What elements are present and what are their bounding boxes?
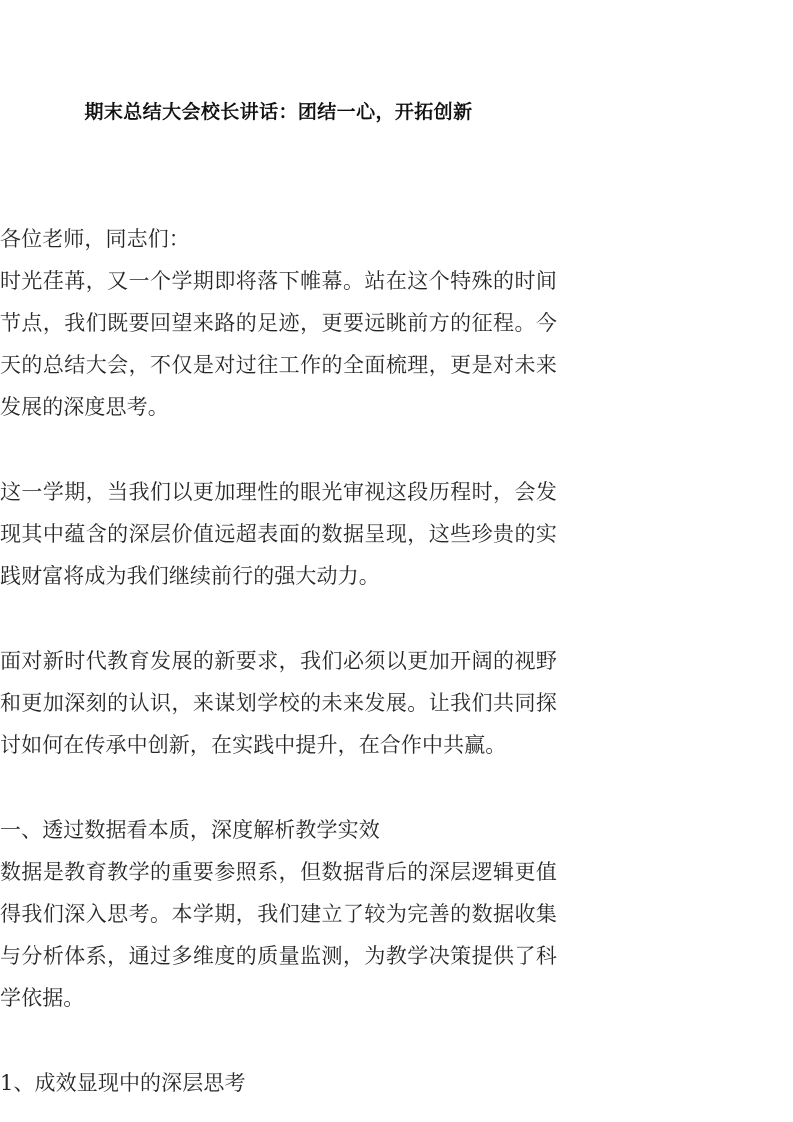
paragraph-spacer [0,766,557,809]
paragraph-new-era: 面对新时代教育发展的新要求，我们必须以更加开阔的视野和更加深刻的认识，来谋划学校的未来发展。让我们共同探讨如何在传承中创新，在实践中提升，在合作中共赢。 [0,649,557,757]
document-body [0,218,557,1104]
subsection-heading-one-one: 1、成效显现中的深层思考 [0,1071,246,1095]
paragraph-section-one-body: 数据是教育教学的重要参照系，但数据背后的深层逻辑更值得我们深入思考。本学期，我们建立了较为完善的数据收集与分析体系，通过多维度的质量监测，为教学决策提供了科学依据。 [0,860,557,1010]
paragraph-spacer [0,428,557,471]
section-heading-one: 一、透过数据看本质，深度解析教学实效 [0,818,380,842]
salutation-line: 各位老师，同志们： [0,227,190,251]
paragraph-intro: 时光荏苒，又一个学期即将落下帷幕。站在这个特殊的时间节点，我们既要回望来路的足迹，更要远眺前方的征程。今天的总结大会，不仅是对过往工作的全面梳理，更是对未来发展的深度思考。 [0,269,557,419]
paragraph-semester-review: 这一学期，当我们以更加理性的眼光审视这段历程时，会发现其中蕴含的深层价值远超表面的数据呈现，这些珍贵的实践财富将成为我们继续前行的强大动力。 [0,480,557,588]
page-title: 期末总结大会校长讲话：团结一心，开拓创新 [84,101,473,123]
paragraph-spacer [0,1019,557,1062]
document-title-block [0,98,557,126]
paragraph-spacer [0,597,557,640]
